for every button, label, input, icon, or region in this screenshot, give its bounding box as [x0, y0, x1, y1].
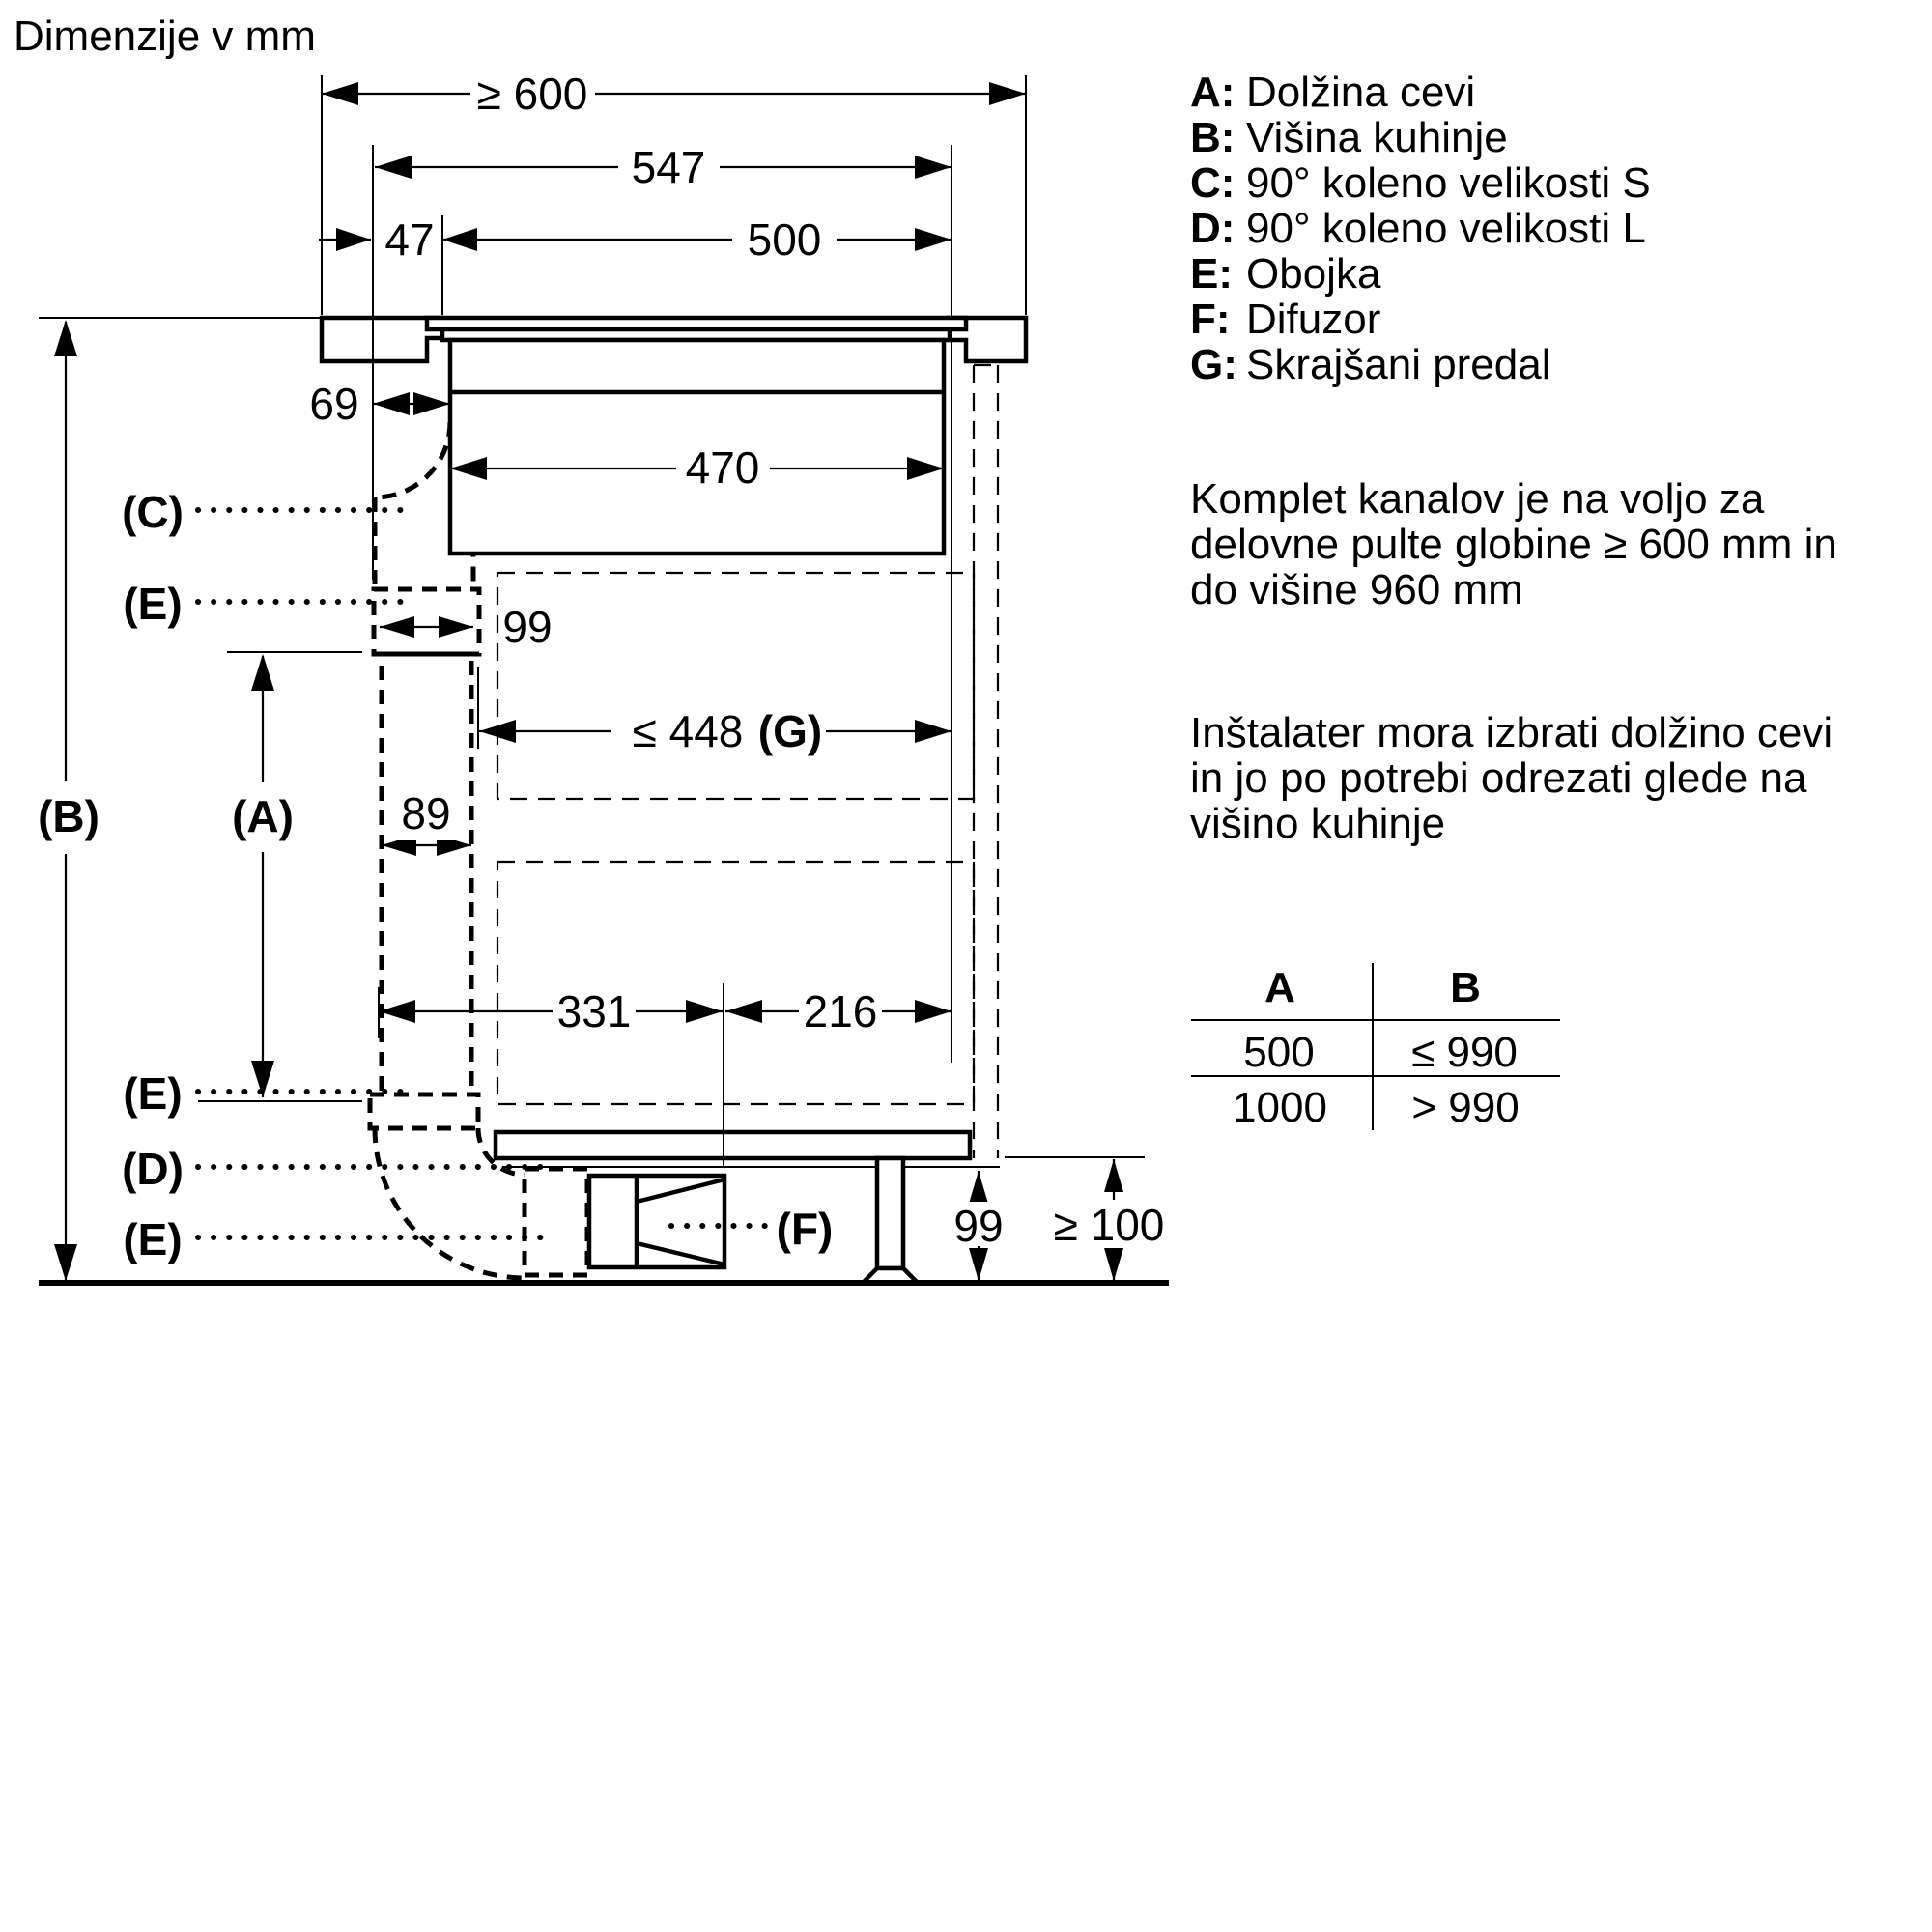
collar-outlet [525, 1169, 587, 1275]
dim-collar-width: 99 [502, 602, 553, 652]
note-duct-kit-line2: delovne pulte globine ≥ 600 mm in [1190, 521, 1837, 568]
pipe-length-table [1191, 963, 1560, 1131]
diffuser [589, 1176, 724, 1267]
worktop-and-hob [322, 318, 1026, 554]
dim-front-segment: 216 [803, 986, 878, 1037]
page-title: Dimenzije v mm [14, 13, 316, 60]
dim-duct-offset: 69 [309, 379, 359, 429]
dim-rear-segment: 331 [556, 986, 632, 1037]
dim-front-overhang: 47 [384, 214, 435, 265]
callout-D: (D) [122, 1144, 184, 1194]
legend-key-B: B: [1190, 114, 1236, 161]
legend-label-B: Višina kuhinje [1246, 114, 1508, 161]
legend-key-F: F: [1190, 296, 1231, 343]
cabinet-bottom-panel [496, 1132, 970, 1158]
callout-E-top: (E) [123, 579, 183, 629]
table-row1-b: ≤ 990 [1411, 1029, 1518, 1076]
shortened-drawer-outline [497, 573, 974, 799]
callout-C: (C) [122, 487, 184, 537]
callout-leaders [198, 510, 768, 1237]
callout-A: (A) [232, 791, 294, 841]
elbow-s-outer [375, 422, 450, 497]
note-duct-kit [1190, 475, 1837, 613]
callout-B: (B) [38, 791, 99, 841]
collar-top [374, 589, 479, 654]
note-duct-kit-line1: Komplet kanalov je na voljo za [1190, 475, 1765, 523]
dim-hob-total: 547 [631, 142, 706, 192]
table-row1-a: 500 [1243, 1029, 1315, 1076]
legend-key-D: D: [1190, 205, 1236, 252]
table-row2-a: 1000 [1233, 1084, 1327, 1131]
legend-label-G: Skrajšani predal [1246, 341, 1551, 388]
collar-bottom [370, 1094, 478, 1128]
callout-E-mid: (E) [123, 1068, 183, 1119]
table-header-b: B [1450, 964, 1481, 1011]
table-row2-b: > 990 [1411, 1084, 1520, 1131]
worktop-left [322, 318, 442, 361]
legend [1190, 69, 1651, 388]
cabinet-leg [877, 1158, 903, 1268]
table-header-a: A [1264, 964, 1295, 1011]
note-installer-line1: Inštalater mora izbrati dolžino cevi [1190, 709, 1833, 756]
legend-label-F: Difuzor [1246, 296, 1381, 343]
dim-cutout: 500 [747, 214, 822, 265]
legend-label-E: Obojka [1246, 250, 1381, 298]
legend-label-D: 90° koleno velikosti L [1246, 205, 1646, 252]
dim-plinth-clearance: ≥ 100 [1053, 1200, 1165, 1250]
callout-F: (F) [776, 1204, 834, 1254]
legend-label-A: Dolžina cevi [1246, 69, 1476, 116]
dim-body-width: 470 [685, 442, 760, 493]
note-installer-line3: višino kuhinje [1190, 800, 1446, 847]
callout-E-bottom: (E) [123, 1214, 183, 1264]
note-installer [1190, 709, 1833, 847]
legend-key-A: A: [1190, 69, 1236, 116]
duct-pipe [382, 654, 471, 1096]
dim-duct-width: 89 [401, 788, 451, 838]
dim-drawer-cut: ≤ 448 [632, 706, 744, 756]
lower-drawer-outline [497, 862, 974, 1104]
elbow-l-outer [375, 1128, 525, 1278]
dim-worktop-depth: ≥ 600 [476, 69, 588, 119]
legend-label-C: 90° koleno velikosti S [1246, 159, 1651, 207]
dimension-labels [309, 69, 1164, 1251]
note-installer-line2: in jo po potrebi odrezati glede na [1190, 754, 1807, 802]
legend-key-C: C: [1190, 159, 1236, 207]
legend-key-G: G: [1190, 341, 1237, 388]
dim-drawer-cut-ref: (G) [757, 706, 823, 756]
note-duct-kit-line3: do višine 960 mm [1190, 566, 1523, 613]
legend-key-E: E: [1190, 250, 1233, 298]
dim-diffuser-height: 99 [953, 1201, 1004, 1251]
